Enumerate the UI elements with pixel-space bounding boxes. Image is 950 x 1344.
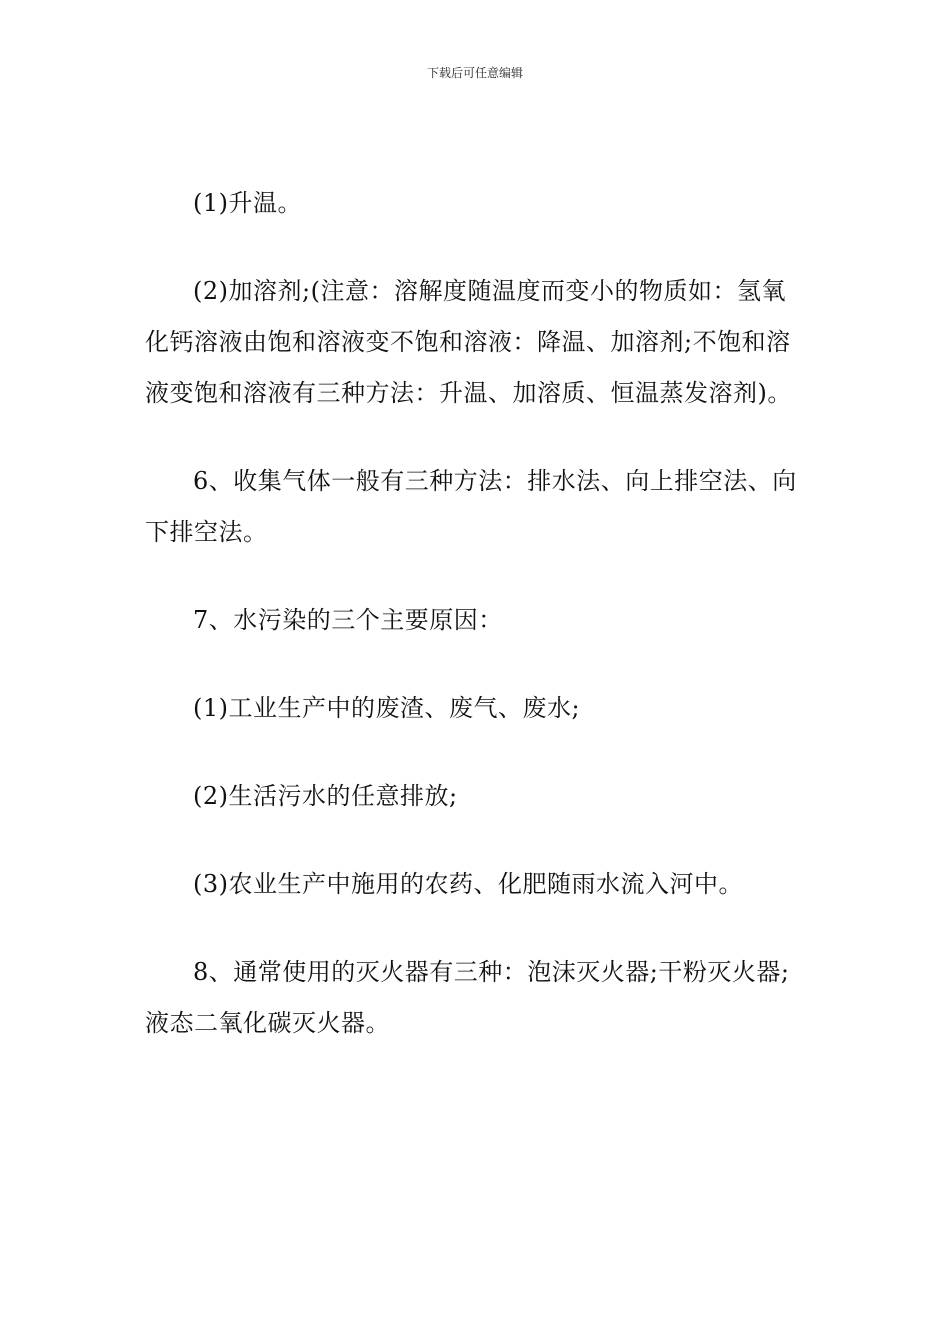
document-body (145, 178, 809, 1049)
page-header: 下载后可任意编辑 (426, 66, 523, 80)
paragraph-agricultural-runoff: (3)农业生产中施用的农药、化肥随雨水流入河中。 (193, 870, 743, 898)
paragraph-gas-collection: 6、收集气体一般有三种方法：排水法、向上排空法、向下排空法。 (145, 467, 797, 546)
paragraph-heat: (1)升温。 (193, 189, 302, 217)
paragraph-water-pollution-heading: 7、水污染的三个主要原因： (193, 606, 503, 634)
paragraph-fire-extinguishers: 8、通常使用的灭火器有三种：泡沫灭火器;干粉灭火器;液态二氧化碳灭火器。 (145, 958, 790, 1037)
paragraph-domestic-sewage: (2)生活污水的任意排放; (193, 782, 458, 810)
paragraph-add-solvent: (2)加溶剂;(注意：溶解度随温度而变小的物质如：氢氧化钙溶液由饱和溶液变不饱和溶液：降温、加溶剂;不饱和溶液变饱和溶液有三种方法：升温、加溶质、恒温蒸发溶剂)。 (145, 277, 792, 407)
paragraph-industrial-waste: (1)工业生产中的废渣、废气、废水; (193, 694, 581, 722)
